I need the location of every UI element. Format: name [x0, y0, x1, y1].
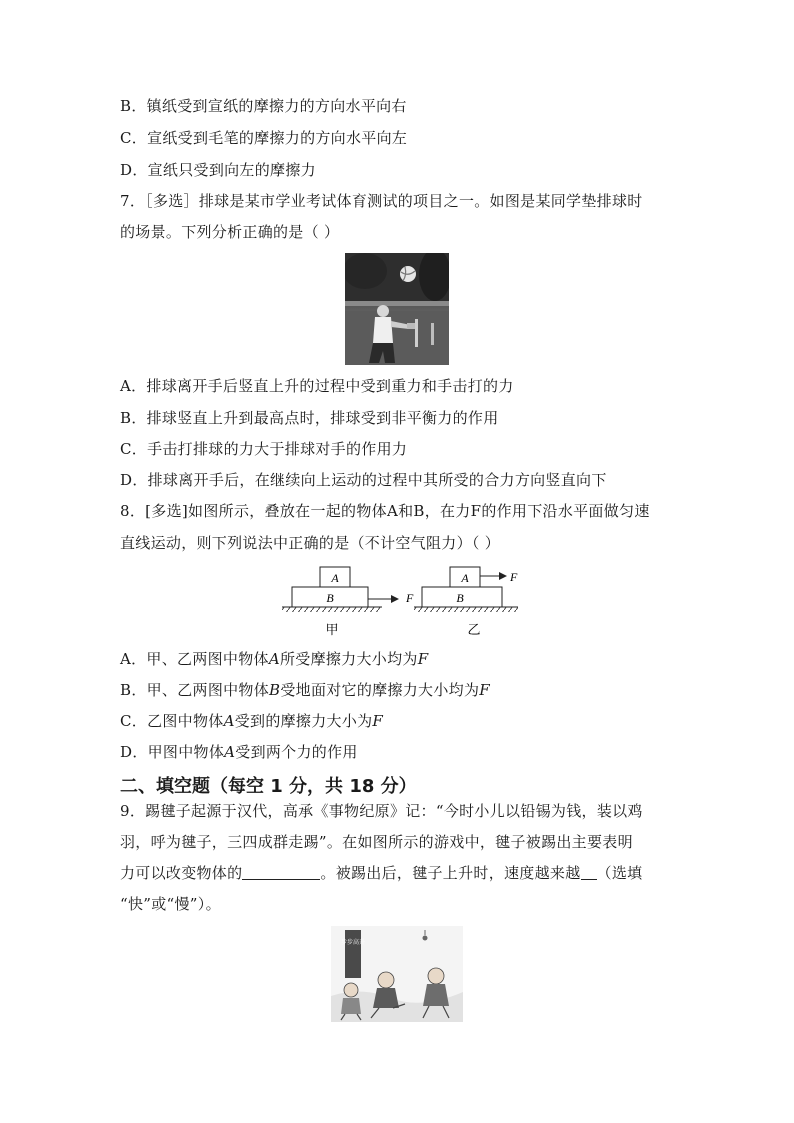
- q9-line4: “快”或“慢”）。: [120, 895, 221, 913]
- block-b-label-left: B: [326, 591, 334, 605]
- q6-option-c: C．宣纸受到毛笔的摩擦力的方向水平向左: [120, 129, 408, 147]
- q9-line3-mid: 。被踢出后，毽子上升时，速度越来越: [320, 864, 581, 882]
- q8-option-d: [120, 742, 358, 762]
- q8-opt-c-var: A: [223, 712, 235, 730]
- q8-opt-d-var: A: [224, 743, 236, 761]
- block-a-label-right: A: [461, 571, 469, 585]
- force-label-right: F: [510, 570, 518, 584]
- block-b-label-right: B: [456, 591, 464, 605]
- q8-option-b: [120, 680, 490, 700]
- q8-opt-b-text: B．甲、乙两图中物体: [120, 681, 270, 699]
- force-label-left: F: [406, 591, 414, 605]
- q8-opt-b-end: F: [479, 681, 490, 699]
- q9-line3-pre: 力可以改变物体的: [120, 864, 243, 882]
- q8-opt-a-mid: 所受摩擦力大小均为: [279, 650, 418, 668]
- q8-option-c: [120, 711, 383, 731]
- blocks-figure: [270, 562, 530, 642]
- q8-opt-c-text: C．乙图中物体: [120, 712, 224, 730]
- banner: [345, 930, 361, 978]
- q7-option-c: C．手击打排球的力大于排球对手的作用力: [120, 440, 408, 458]
- q8-opt-c-end: F: [372, 712, 384, 730]
- caption-jia: 甲: [325, 623, 339, 638]
- q8-option-a: [120, 649, 428, 669]
- q8-opt-b-mid: 受地面对它的摩擦力大小均为: [280, 681, 480, 699]
- q8-opt-d-mid: 受到两个力的作用: [235, 743, 358, 761]
- q8-opt-a-text: A．甲、乙两图中物体: [120, 650, 269, 668]
- section-heading-fill-in: 二、填空题（每空 1 分，共 18 分）: [120, 776, 417, 797]
- q9-blank-1[interactable]: [242, 865, 320, 880]
- q7-option-a: A．排球离开手后竖直上升的过程中受到重力和手击打的力: [120, 377, 514, 395]
- volleyball-photo: [345, 253, 449, 365]
- q7-stem-line1: 7．［多选］排球是某市学业考试体育测试的项目之一。如图是某同学垫排球时: [120, 192, 643, 210]
- banner-text: 步步高升: [340, 939, 366, 946]
- caption-yi: 乙: [467, 623, 481, 638]
- q7-option-b: B．排球竖直上升到最高点时，排球受到非平衡力的作用: [120, 409, 499, 427]
- q8-opt-a-end: F: [417, 650, 429, 668]
- q6-option-b: B．镇纸受到宣纸的摩擦力的方向水平向右: [120, 97, 407, 115]
- block-a-label-left: A: [331, 571, 339, 585]
- q8-opt-b-var: B: [269, 681, 281, 699]
- q8-opt-d-text: D．甲图中物体: [120, 743, 225, 761]
- q9-blank-2[interactable]: [581, 865, 597, 880]
- q9-line1: 9．踢毽子起源于汉代，高承《事物纪原》记：“今时小儿以铅锡为钱，装以鸡: [120, 802, 643, 820]
- q9-line2: 羽，呼为毽子，三四成群走踢”。在如图所示的游戏中，毽子被踢出主要表明: [120, 833, 633, 851]
- q7-stem-line2: 的场景。下列分析正确的是（ ）: [120, 223, 340, 241]
- q8-opt-c-mid: 受到的摩擦力大小为: [234, 712, 373, 730]
- figure-right: [414, 567, 518, 638]
- q6-option-d: D．宣纸只受到向左的摩擦力: [120, 161, 316, 179]
- q9-line3: [120, 863, 642, 883]
- q8-stem-line1: 8．[多选]如图所示，叠放在一起的物体A和B，在力F的作用下沿水平面做匀速: [120, 502, 650, 520]
- q8-stem-line2: 直线运动，则下列说法中正确的是（不计空气阻力）（ ）: [120, 534, 501, 552]
- figure-left: [282, 567, 414, 638]
- q8-opt-a-var: A: [268, 650, 280, 668]
- q7-option-d: D．排球离开手后，在继续向上运动的过程中其所受的合力方向竖直向下: [120, 471, 607, 489]
- shuttlecock-illustration: [331, 926, 463, 1022]
- q9-line3-post: （选填: [596, 864, 643, 882]
